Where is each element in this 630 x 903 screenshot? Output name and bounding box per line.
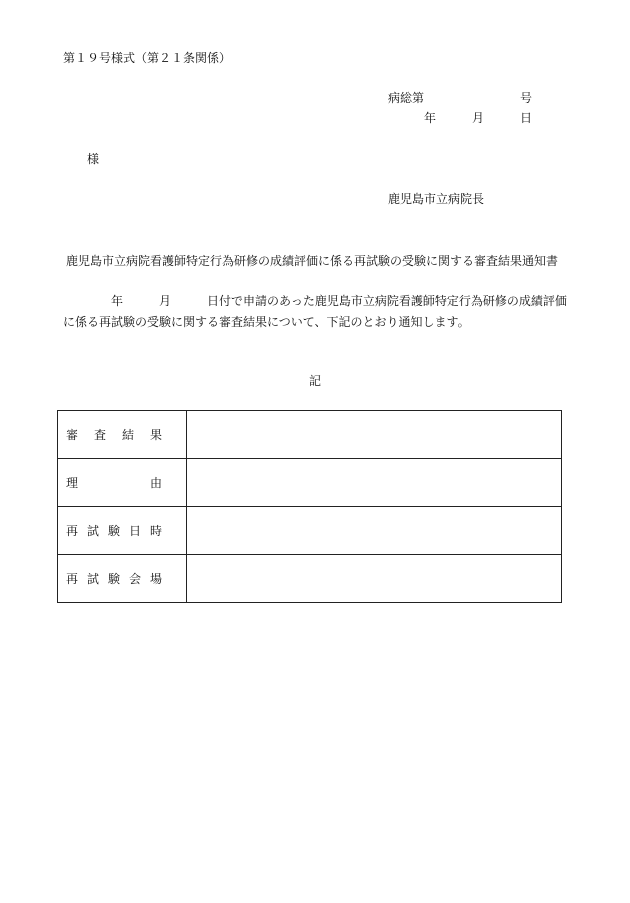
table-row	[58, 411, 562, 459]
label-cell-review-result: 審 査 結 果	[58, 411, 187, 459]
issue-date-year: 年	[424, 111, 437, 125]
body-paragraph-line-1	[63, 295, 567, 307]
table-row	[58, 507, 562, 555]
document-number-suffix: 号	[520, 91, 533, 105]
ki-heading: 記	[309, 374, 322, 388]
body-line1-text: 日付で申請のあった鹿児島市立病院看護師特定行為研修の成績評価	[207, 294, 567, 308]
sender-name: 鹿児島市立病院長	[388, 192, 485, 206]
document-number-prefix: 病総第	[388, 91, 425, 105]
body-year: 年	[111, 294, 124, 308]
issue-date-month: 月	[472, 111, 485, 125]
body-paragraph-line-2: に係る再試験の受験に関する審査結果について、下記のとおり通知します。	[63, 315, 470, 329]
table-row	[58, 555, 562, 603]
addressee-honorific: 様	[87, 152, 100, 166]
issue-date-day: 日	[520, 111, 533, 125]
value-cell-reason	[187, 459, 562, 507]
value-cell-review-result	[187, 411, 562, 459]
value-cell-reexam-venue	[187, 555, 562, 603]
form-number: 第１９号様式（第２１条関係）	[63, 51, 232, 65]
body-month: 月	[159, 294, 172, 308]
label-cell-reexam-datetime: 再 試 験 日 時	[58, 507, 187, 555]
result-table	[57, 410, 562, 603]
label-cell-reason: 理 由	[58, 459, 187, 507]
table-row	[58, 459, 562, 507]
document-title: 鹿児島市立病院看護師特定行為研修の成績評価に係る再試験の受験に関する審査結果通知書	[66, 254, 559, 268]
label-cell-reexam-venue: 再 試 験 会 場	[58, 555, 187, 603]
value-cell-reexam-datetime	[187, 507, 562, 555]
